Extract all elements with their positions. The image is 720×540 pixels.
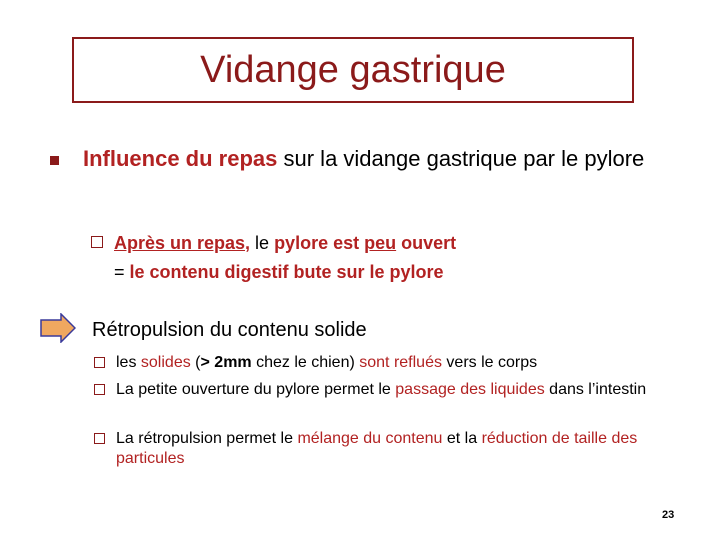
text: dans l’intestin (544, 381, 647, 398)
pylore-est: pylore est (274, 233, 365, 253)
text: La petite ouverture du pylore permet le (116, 381, 396, 398)
apres-repas: Après un repas, (114, 233, 251, 253)
sub-bullet-melange (116, 429, 676, 469)
solides: solides (140, 354, 191, 371)
slide-title: Vidange gastrique (200, 48, 506, 91)
bullet-influence (83, 147, 663, 171)
hollow-square-bullet-icon (94, 384, 105, 395)
sub-bullet-solides (116, 353, 676, 373)
retropulsion-rest: du contenu solide (204, 319, 367, 341)
passage-liquides: passage des liquides (395, 381, 545, 398)
reduction-taille: réduction de taille des particules (116, 430, 638, 467)
contenu-bute: le contenu digestif bute sur le pylore (129, 262, 444, 282)
retropulsion-heading (92, 318, 367, 342)
text: chez le chien) (251, 354, 360, 371)
influence-rest: sur la vidange gastrique par le pylore (277, 146, 645, 171)
equals: = (114, 262, 130, 282)
retropulsion-word: Rétropulsion (92, 319, 205, 341)
influence-highlight: Influence du repas (83, 146, 278, 171)
text: vers le corps (441, 354, 538, 371)
peu: peu (364, 233, 397, 253)
hollow-square-bullet-icon (94, 433, 105, 444)
bullet-apres-repas (114, 229, 674, 287)
hollow-square-bullet-icon (94, 357, 105, 368)
sont-reflues: sont reflués (359, 354, 442, 371)
melange-contenu: mélange du contenu (297, 430, 443, 447)
page-number: 23 (662, 509, 675, 521)
hollow-square-bullet-icon (91, 236, 103, 248)
right-arrow-icon (40, 313, 76, 343)
text: La rétropulsion permet le (116, 430, 298, 447)
size-threshold: > 2mm (200, 354, 252, 371)
title-box (72, 37, 634, 103)
text: les (116, 354, 141, 371)
ouvert: ouvert (396, 233, 457, 253)
sub-bullet-ouverture (116, 380, 676, 400)
text: et la (442, 430, 482, 447)
text: ( (190, 354, 201, 371)
square-bullet-icon (50, 156, 59, 165)
text-le: le (250, 233, 275, 253)
